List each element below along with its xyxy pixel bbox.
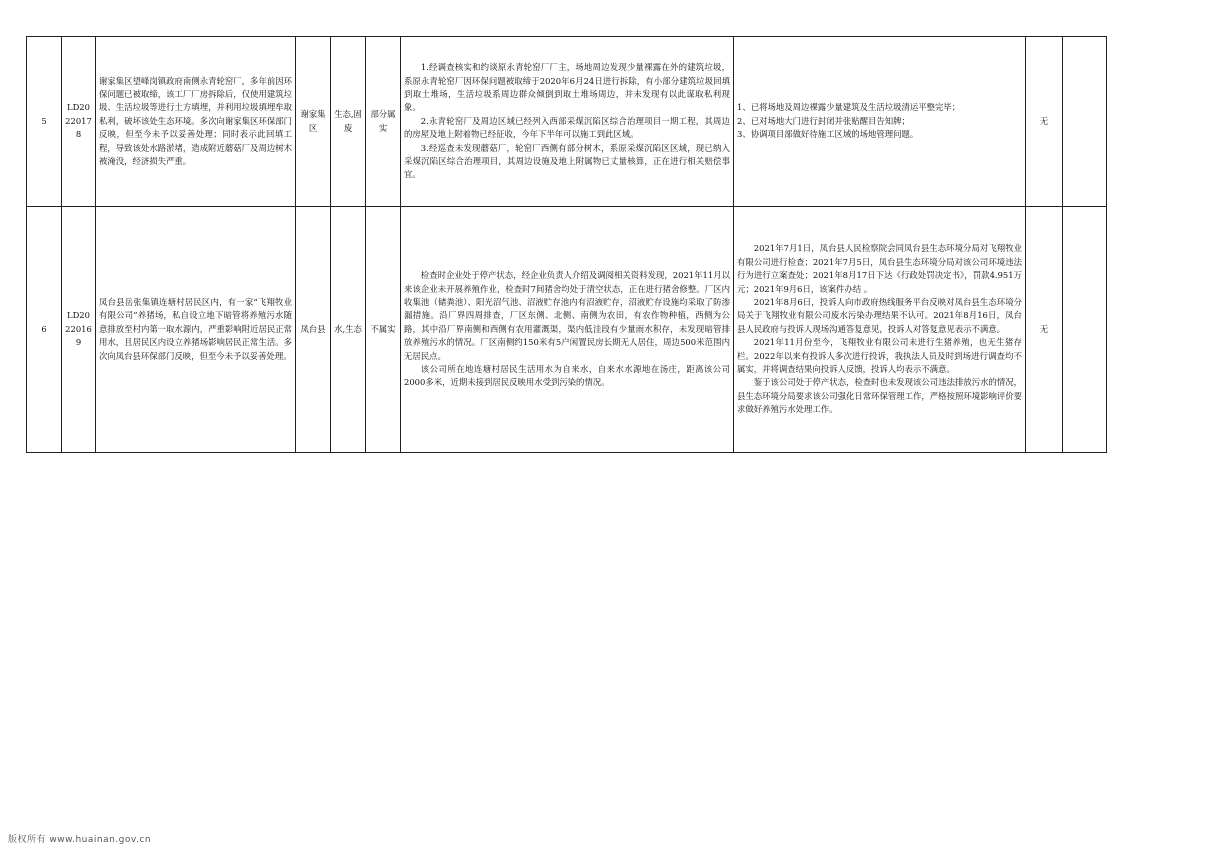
row-index: 5 [27,37,62,207]
row-index: 6 [27,207,62,453]
case-code: LD20220178 [62,37,96,207]
handling-results [734,37,1026,207]
handling-results [734,207,1026,453]
remark-column [1063,37,1107,207]
investigation-findings [401,207,734,453]
case-code: LD20220169 [62,207,96,453]
finding-paragraph: 2.永青轮窑厂及周边区域已经列入西部采煤沉陷区综合治理项目一期工程，其周边的房屋及地上附着物已经征收，今年下半年可以施工到此区域。 [404,115,730,140]
result-paragraph: 2021年11月份至今，飞翔牧业有限公司未进行生猪养殖，也无生猪存栏。2022年以来有投诉人多次进行投诉，我执法人员及时到场进行调查均不属实，并将调查结果向投诉人反馈，投诉人均表示不满意。 [737,337,1022,375]
result-paragraph: 鉴于该公司处于停产状态，检查时也未发现该公司违法排放污水的情况，县生态环境分局要求该公司强化日常环保管理工作，严格按照环境影响评价要求做好养殖污水处理工作。 [737,377,1022,415]
other-column: 无 [1026,37,1063,207]
finding-paragraph: 1.经调查核实和约谈原永青轮窑厂厂主，场地周边发现少量裸露在外的建筑垃圾，系原永青轮窑厂因环保问题被取缔于2020年6月24日进行拆除，有小部分建筑垃圾回填到取土堆场，生活垃圾系周边群众倾倒到取土堆场周边，并未发现有以此谋取私利现象。 [404,62,730,113]
pollution-category: 生态,固废 [331,37,366,207]
finding-paragraph: 该公司所在地连塘村居民生活用水为自来水，自来水水源地在汤庄，距离该公司2000多米，近期未接到居民反映用水受到污染的情况。 [404,364,730,388]
page-footer-watermark: 版权所有 www.huainan.gov.cn [8,835,152,845]
pollution-category: 水,生态 [331,207,366,453]
complaint-description: 凤台县岳张集镇连塘村居民区内，有一家“飞翔牧业有限公司”养猪场，私自设立地下暗管将养殖污水随意排放至村内第一取水源内，严重影响附近居民正常用水，且居民区内设立养猪场影响居民正常生活。多次向凤台县环保部门反映，但至今未予以妥善处理。 [96,207,296,453]
investigation-findings [401,37,734,207]
complaint-table [26,36,1107,453]
finding-paragraph: 检查时企业处于停产状态，经企业负责人介绍及调阅相关资料发现，2021年11月以来该企业未开展养殖作业，检查时7间猪舍均处于清空状态，正在进行猪舍修整。厂区内收集池（储粪池）、阳光沼气池、沼液贮存池内有沼液贮存，沼液贮存设施均采取了防渗漏措施。沿厂界四周排查，厂区东侧、北侧、南侧为农田，有农作物种植，西侧为公路，其中沿厂界南侧和西侧有农用灌溉渠，渠内低洼段有少量雨水积存，未发现暗管排放养殖污水的情况。厂区南侧约150米有5户闲置民房长期无人居住，周边500米范围内无居民点。 [404,270,730,361]
verdict: 部分属实 [366,37,401,207]
finding-paragraph: 3.经巡查未发现蘑菇厂，轮窑厂西侧有部分树木，系原采煤沉陷区区域，现已纳入采煤沉陷区综合治理项目，其周边设施及地上附属物已丈量核算，正在进行相关赔偿事宜。 [404,142,730,180]
other-column: 无 [1026,207,1063,453]
district: 凤台县 [296,207,331,453]
result-item: 1、已将场地及周边裸露少量建筑及生活垃圾清运平整完毕； [737,102,961,113]
result-item: 3、协调项目部做好待施工区域的场地管理问题。 [737,129,919,140]
table-row [27,37,1107,207]
table-row [27,207,1107,453]
complaint-description: 谢家集区望峰岗镇政府南侧永青轮窑厂，多年前因环保问题已被取缔，该工厂厂房拆除后，仅使用建筑垃圾、生活垃圾等进行土方填埋，并利用垃圾填埋牟取私利，破坏该处生态环境。多次向谢家集区环保部门反映，但至今未予以妥善处理；同时表示此回填工程，导致该处水路淤堵，造成附近蘑菇厂及周边树木被淹没，经济损失严重。 [96,37,296,207]
verdict: 不属实 [366,207,401,453]
remark-column [1063,207,1107,453]
result-paragraph: 2021年7月1日，凤台县人民检察院会同凤台县生态环境分局对飞翔牧业有限公司进行检查；2021年7月5日，凤台县生态环境分局对该公司环境违法行为进行立案查处；2021年8月17日下达《行政处罚决定书》，罚款4.951万元；2021年9月6日，该案件办结 。 [737,243,1022,294]
result-item: 2、已对场地大门进行封闭并张贴醒目告知牌； [737,115,910,126]
result-paragraph: 2021年8月6日，投诉人向市政府热线服务平台反映对凤台县生态环境分局关于飞翔牧业有限公司废水污染办理结果不认可。2021年8月16日，凤台县人民政府与投诉人现场沟通答复意见，投诉人对答复意见表示不满意。 [737,296,1022,334]
district: 谢家集区 [296,37,331,207]
